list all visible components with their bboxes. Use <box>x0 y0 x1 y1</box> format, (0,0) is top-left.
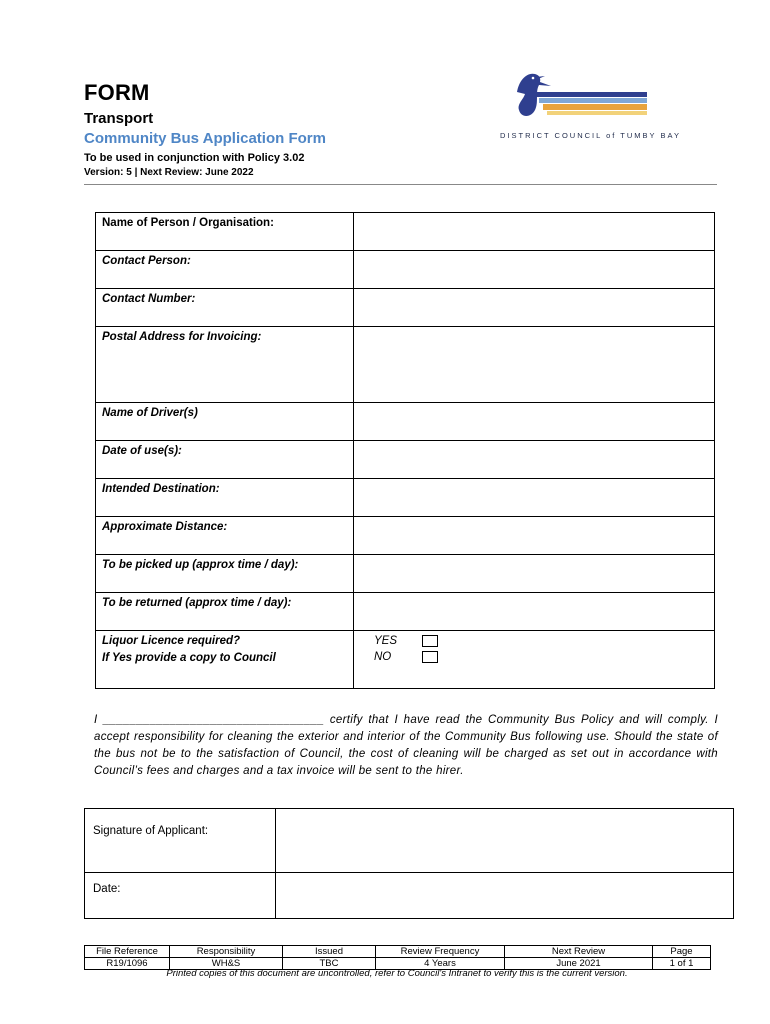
review-frequency-header: Review Frequency <box>376 946 505 958</box>
table-row <box>96 213 715 251</box>
logo-stripe-yellow <box>547 111 647 115</box>
table-row <box>96 555 715 593</box>
table-row <box>96 517 715 555</box>
form-category: Transport <box>84 110 154 127</box>
return-label: To be returned (approx time / day): <box>96 593 354 631</box>
yes-checkbox[interactable] <box>422 635 438 647</box>
application-details-table <box>95 212 715 689</box>
logo-stripe-blue <box>535 92 647 97</box>
return-field[interactable] <box>354 593 715 631</box>
version-line: Version: 5 | Next Review: June 2022 <box>84 167 254 178</box>
drivers-field[interactable] <box>354 403 715 441</box>
page-header: Page <box>653 946 711 958</box>
signature-table <box>84 808 734 919</box>
drivers-label: Name of Driver(s) <box>96 403 354 441</box>
footer-note: Printed copies of this document are uncontrolled, refer to Council's Intranet to verify this is the current version. <box>166 968 628 979</box>
distance-field[interactable] <box>354 517 715 555</box>
table-row <box>96 441 715 479</box>
name-label: Name of Person / Organisation: <box>96 213 354 251</box>
date-of-use-label: Date of use(s): <box>96 441 354 479</box>
contact-person-field[interactable] <box>354 251 715 289</box>
no-label: NO <box>374 651 392 663</box>
table-row <box>96 327 715 403</box>
contact-number-label: Contact Number: <box>96 289 354 327</box>
destination-label: Intended Destination: <box>96 479 354 517</box>
issued-header: Issued <box>283 946 376 958</box>
signature-label: Signature of Applicant: <box>85 809 276 873</box>
pickup-label: To be picked up (approx time / day): <box>96 555 354 593</box>
policy-note: To be used in conjunction with Policy 3.02 <box>84 152 305 164</box>
liquor-options-cell <box>354 631 715 689</box>
postal-address-field[interactable] <box>354 327 715 403</box>
table-row <box>85 873 734 919</box>
table-header-row <box>85 946 711 958</box>
table-row <box>96 251 715 289</box>
next-review-value: June 2021 <box>505 958 653 970</box>
distance-label: Approximate Distance: <box>96 517 354 555</box>
responsibility-value: WH&S <box>170 958 283 970</box>
logo-stripe-lightblue <box>539 98 647 103</box>
table-row <box>96 593 715 631</box>
contact-number-field[interactable] <box>354 289 715 327</box>
logo-stripe-orange <box>543 104 647 110</box>
signature-field[interactable] <box>276 809 734 873</box>
liquor-licence-note: If Yes provide a copy to Council <box>102 652 276 664</box>
signature-date-field[interactable] <box>276 873 734 919</box>
responsibility-header: Responsibility <box>170 946 283 958</box>
page-value: 1 of 1 <box>653 958 711 970</box>
date-of-use-field[interactable] <box>354 441 715 479</box>
review-frequency-value: 4 Years <box>376 958 505 970</box>
certification-statement: I _________________________________ certify that I have read the Community Bus Policy and will comply. I accept responsibility for cleaning the exterior and interior of the Community Bus following use. Should the state of the bus not be to the satisfaction of Council, the cost of cleaning will be charged as set out in accordance with Council’s fees and charges and a tax invoice will be sent to the hirer. <box>94 714 718 777</box>
next-review-header: Next Review <box>505 946 653 958</box>
liquor-licence-label: Liquor Licence required? <box>102 635 241 647</box>
no-option <box>374 651 708 663</box>
document-control-table <box>84 945 711 970</box>
destination-field[interactable] <box>354 479 715 517</box>
table-row <box>96 479 715 517</box>
yes-option <box>374 635 708 647</box>
table-row <box>96 631 715 689</box>
page-title: Community Bus Application Form <box>84 130 326 147</box>
council-name: DISTRICT COUNCIL of TUMBY BAY <box>500 131 681 140</box>
yes-label: YES <box>374 635 398 647</box>
liquor-licence-cell <box>96 631 354 689</box>
file-reference-value: R19/1096 <box>85 958 170 970</box>
signature-date-label: Date: <box>85 873 276 919</box>
no-checkbox[interactable] <box>422 651 438 663</box>
issued-value: TBC <box>283 958 376 970</box>
file-reference-header: File Reference <box>85 946 170 958</box>
contact-person-label: Contact Person: <box>96 251 354 289</box>
table-row <box>96 289 715 327</box>
header-divider <box>84 184 717 185</box>
postal-address-label: Postal Address for Invoicing: <box>96 327 354 403</box>
council-logo <box>505 62 695 127</box>
table-row <box>85 809 734 873</box>
table-row <box>96 403 715 441</box>
name-field[interactable] <box>354 213 715 251</box>
pickup-field[interactable] <box>354 555 715 593</box>
form-label: FORM <box>84 80 150 105</box>
